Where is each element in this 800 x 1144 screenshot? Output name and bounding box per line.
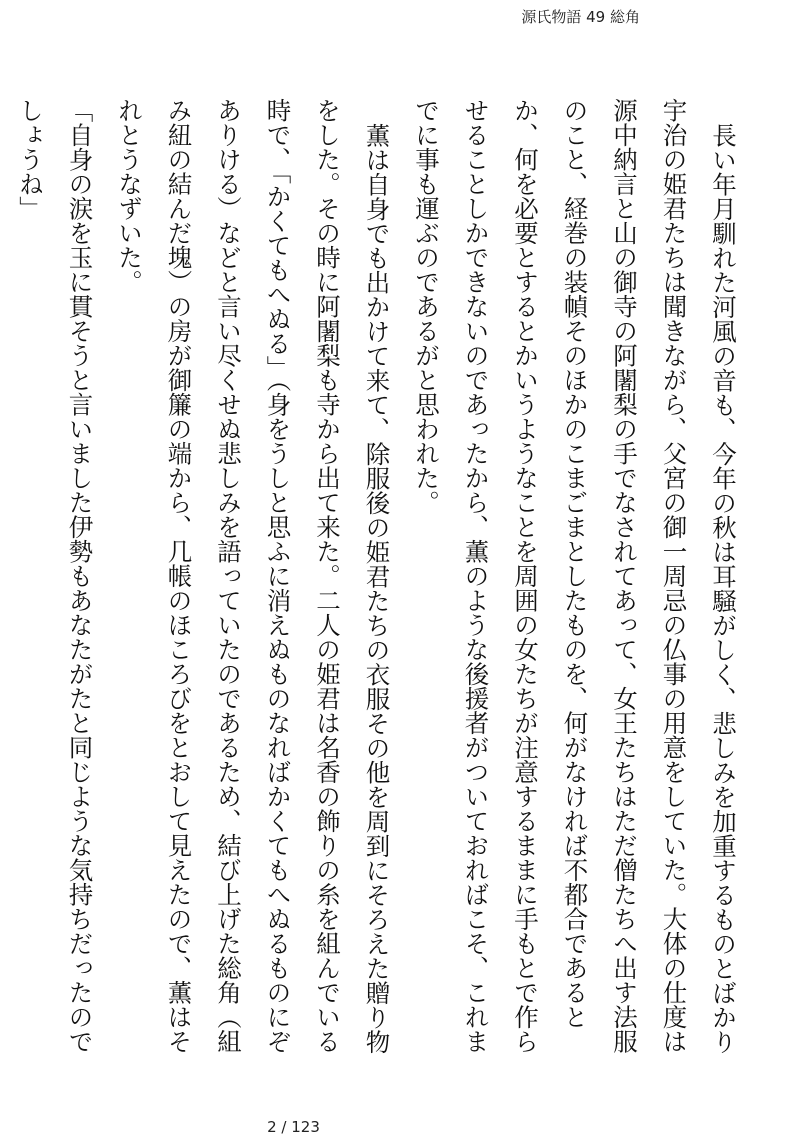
page-indicator: 2 / 123 (267, 1118, 320, 1136)
paragraph-2: 薫は自身でも出かけて来て、除服後の姫君たちの衣服その他を周到にそろえた贈り物をした。その時に阿闍梨も寺から出て来た。二人の姫君は名香の飾りの糸を組んでいる時で、「かくてもへぬる」（身をうしと思ふに消えぬものなればかくてもへぬるものにぞありける）などと言い尽くせぬ悲しみを語っていたのであるため、結び上げた総角（組み紐の結んだ塊）の房が御簾の端から、几帳のほころびをとおして見えたので、薫はそれとうなずいた。 (115, 98, 392, 1054)
paragraph-1: 長い年月馴れた河風の音も、今年の秋は耳騒がしく、悲しみを加重するものとばかり宇治の姫君たちは聞きながら、父宮の御一周忌の仏事の用意をしていた。大体の仕度は源中納言と山の御寺の阿闍梨の手でなされてあって、女王たちはただ僧たちへ出す法服のこと、経巻の装幀そのほかのこまごまとしたものを、何がなければ不都合であるとか、何を必要とするとかいうようなことを周囲の女たちが注意するままに手もとで作らせることしかできないのであったから、薫のような後援者がついておればこそ、これまでに事も運ぶのであるがと思われた。 (412, 98, 738, 1054)
book-title-header: 源氏物語 49 総角 (521, 8, 640, 26)
paragraph-3: 「自身の涙を玉に貫そうと言いました伊勢もあなたがたと同じような気持ちだったのでしょうね」 (16, 98, 95, 1054)
paragraph-4 (0, 98, 6, 1066)
reading-text-area (16, 98, 748, 1066)
